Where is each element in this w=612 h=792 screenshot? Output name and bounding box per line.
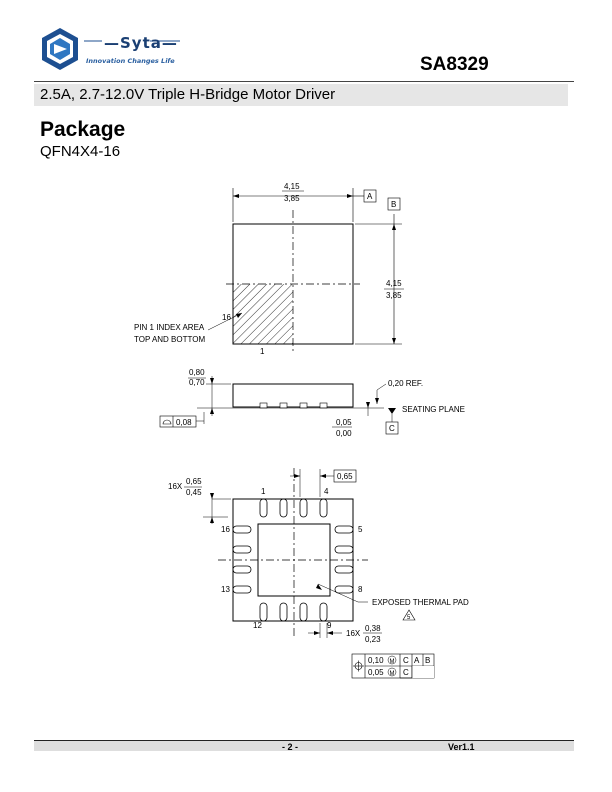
tolerance-value-2: 0,05 (368, 668, 384, 677)
document-subtitle: 2.5A, 2.7-12.0V Triple H-Bridge Motor Driver (34, 84, 568, 106)
bottom-pin4: 4 (324, 487, 329, 496)
seating-plane-label: SEATING PLANE (402, 405, 465, 414)
side-view (160, 368, 465, 438)
tolerance-ref-1-b: B (425, 656, 431, 665)
bottom-pin12: 12 (253, 621, 262, 630)
pin1-index-note-1: PIN 1 INDEX AREA (134, 323, 205, 332)
datum-a: A (367, 192, 373, 201)
section-title: Package (40, 118, 126, 141)
logo-wordmark: —Syta— (104, 34, 178, 52)
bottom-pin13: 13 (221, 585, 230, 594)
thermal-pad-note: EXPOSED THERMAL PAD (372, 598, 469, 607)
top-width-min: 3,85 (284, 194, 300, 203)
page-number: - 2 - (282, 742, 299, 752)
top-height-max: 4,15 (386, 279, 402, 288)
tolerance-value-1: 0,10 (368, 656, 384, 665)
logo-tagline: Innovation Changes Life (86, 57, 175, 65)
seating-plane-marker (388, 408, 396, 414)
position-symbol-icon (353, 661, 364, 672)
footer-bar (34, 740, 574, 751)
pad-width-max: 0,38 (365, 624, 381, 633)
bottom-view (168, 468, 469, 644)
ref-thickness: 0,20 REF. (388, 379, 424, 388)
tolerance-ref-1-a: A (414, 656, 420, 665)
bottom-pin8: 8 (358, 585, 363, 594)
top-width-max: 4,15 (284, 182, 300, 191)
standoff-max: 0,05 (336, 418, 352, 427)
thermal-note-mark: 5 (407, 615, 411, 621)
header-divider (34, 81, 574, 82)
package-drawing (120, 176, 480, 686)
tolerance-ref-1-c: C (403, 656, 409, 665)
top-height-min: 3,85 (386, 291, 402, 300)
bottom-pin5: 5 (358, 525, 363, 534)
datum-c: C (389, 424, 395, 433)
document-version: Ver1.1 (448, 742, 475, 752)
bottom-pin1: 1 (261, 487, 266, 496)
mmc-symbol-1: M (389, 659, 395, 665)
pin1-index-note-2: TOP AND BOTTOM (134, 335, 206, 344)
position-tolerance-frame (352, 654, 434, 678)
mmc-symbol-2: M (389, 671, 395, 677)
pad-length-max: 0,65 (186, 477, 202, 486)
pad-length-min: 0,45 (186, 488, 202, 497)
tolerance-ref-2-c: C (403, 668, 409, 677)
standoff-min: 0,00 (336, 429, 352, 438)
side-height-max: 0,80 (189, 368, 205, 377)
side-height-min: 0,70 (189, 378, 205, 387)
top-view (134, 182, 404, 356)
bottom-pin16: 16 (221, 525, 230, 534)
flatness-value: 0,08 (176, 418, 192, 427)
pitch-value: 0,65 (337, 472, 353, 481)
datum-b: B (391, 200, 397, 209)
part-number: SA8329 (420, 54, 489, 75)
pad-length-count: 16X (168, 482, 183, 491)
package-name: QFN4X4-16 (40, 143, 121, 160)
pad-width-count: 16X (346, 629, 361, 638)
flatness-symbol-icon (163, 420, 171, 424)
pin16-label: 16 (222, 313, 231, 322)
pin1-index-area (233, 284, 293, 344)
pad-width-min: 0,23 (365, 635, 381, 644)
pin1-label: 1 (260, 347, 265, 356)
bottom-pin9: 9 (327, 621, 332, 630)
side-view-body (233, 384, 353, 407)
